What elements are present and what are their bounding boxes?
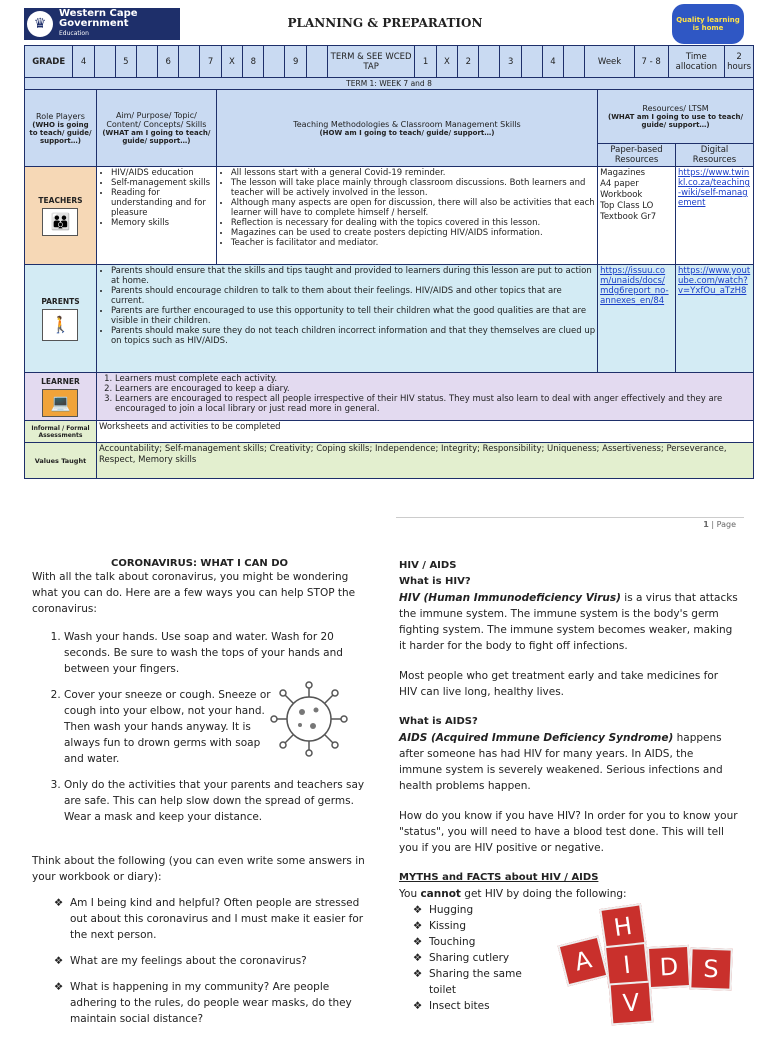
tile-i-vertical: I	[604, 942, 650, 988]
hiv-term: HIV (Human Immunodeficiency Virus)	[399, 592, 621, 604]
list-item: • Magazines can be used to create posters depicting HIV/AIDS information.	[231, 228, 595, 238]
term-mark	[564, 46, 585, 77]
list-item: ❖ Am I being kind and helpful? Often people are stressed out about this coronavirus and I must make it easier for the next person.	[70, 895, 367, 943]
week-label: Week	[585, 46, 635, 77]
hiv-def: is a virus that attacks the immune system. The immune system is the body's germ fighting system. The immune system becomes weaker, making it harder for the body to fight off infections.	[399, 592, 738, 652]
hiv-heading: HIV / AIDS	[399, 560, 457, 571]
logo-line2: Government	[59, 18, 129, 29]
logo-line3: Education	[59, 30, 89, 37]
list-item: 3. Only do the activities that your parents and teachers say are safe. This can help slow down the spread of germs. Wear a mask and keep your distance.	[64, 777, 367, 825]
col-methods: Teaching Methodologies & Classroom Management Skills	[293, 119, 521, 129]
twinkl-link[interactable]: https://www.twinkl.co.za/teaching-wiki/self-management	[678, 168, 750, 208]
grade-label: GRADE	[25, 46, 73, 77]
term-mark	[479, 46, 500, 77]
col-digital: Digital Resources	[676, 144, 754, 167]
col-aim-sub: (WHAT am I going to teach/ guide/ support…)	[102, 129, 211, 145]
myths-list	[399, 902, 539, 1014]
tile-v: V	[609, 981, 654, 1026]
aids-tiles	[522, 900, 754, 1024]
time-value: 2 hours	[727, 51, 752, 72]
grade-mark	[94, 46, 115, 77]
term-cell: 3	[500, 46, 521, 77]
list-item: • Although many aspects are open for discussion, there will also be activities that each learner will have to complete himself / herself.	[231, 198, 595, 218]
list-item: ❖ Insect bites	[429, 998, 539, 1014]
grade-cell: 8	[243, 46, 264, 77]
learner-label: LEARNER	[41, 376, 80, 386]
logo-line1: Western Cape	[59, 8, 138, 19]
hiv-question: What is HIV?	[399, 576, 471, 587]
page-label: | Page	[711, 520, 736, 529]
page-divider	[396, 517, 744, 518]
grade-mark	[137, 46, 158, 77]
term-banner: TERM 1: WEEK 7 and 8	[25, 78, 754, 90]
list-item: ❖ Sharing the same toilet	[429, 966, 539, 998]
youtube-link[interactable]: https://www.youtube.com/watch?v=YxfOu_aTzH8	[678, 266, 751, 296]
list-item: ❖ Touching	[429, 934, 539, 950]
grade-cell: 9	[285, 46, 306, 77]
list-item: • Teacher is facilitator and mediator.	[231, 238, 595, 248]
grade-cell: 6	[158, 46, 179, 77]
grade-mark: X	[221, 46, 242, 77]
week-value: 7 - 8	[634, 46, 668, 77]
quality-badge	[672, 4, 744, 44]
time-label: Time allocation	[668, 46, 725, 77]
grade-cell: 5	[115, 46, 136, 77]
cannot-bold: cannot	[420, 888, 461, 900]
list-item: • Parents are further encouraged to use this opportunity to tell their children what the good qualities are that are visible in their children.	[111, 306, 595, 326]
corona-intro: With all the talk about coronavirus, you might be wondering what you can do. Here are a few ways you can help STOP the coronavirus:	[32, 571, 356, 615]
tile-a: A	[558, 936, 609, 987]
planning-table	[24, 45, 754, 479]
paper-resource: Top Class LO	[600, 201, 654, 211]
list-item: • Self-management skills	[111, 178, 214, 188]
col-role-players-sub: (WHO is going to teach/ guide/ support…)	[29, 120, 92, 145]
values-label: Values Taught	[25, 443, 97, 479]
list-item: • Parents should make sure they do not teach children incorrect information and that they themselves are clued up on topics such as HIV/AIDS.	[111, 326, 595, 346]
col-aim: Aim/ Purpose/ Topic/ Content/ Concepts/ Skills	[106, 111, 207, 129]
parents-list	[99, 266, 595, 346]
learner-list	[99, 374, 751, 414]
list-item: • Memory skills	[111, 218, 214, 228]
teachers-label: TEACHERS	[38, 195, 83, 205]
status-text: How do you know if you have HIV? In order for you to know your "status", you will need to have a blood test done. This will tell you if you are HIV positive or negative.	[399, 810, 738, 854]
list-item: 2. Learners are encouraged to keep a diary.	[115, 384, 751, 394]
badge-text: Quality learning is home	[676, 16, 740, 32]
learner-role	[25, 373, 97, 421]
list-item: • All lessons start with a general Covid-19 reminder.	[231, 168, 595, 178]
parents-label: PARENTS	[41, 296, 80, 306]
grade-mark	[306, 46, 327, 77]
list-item: ❖ What is happening in my community? Are people adhering to the rules, do people wear masks, do they maintain social distance?	[70, 979, 367, 1027]
treatment-text: Most people who get treatment early and take medicines for HIV can live long, healthy lives.	[399, 670, 719, 698]
list-item: • Reading for understanding and for pleasure	[111, 188, 214, 218]
think-questions	[32, 895, 367, 1027]
teachers-role	[25, 167, 97, 265]
parents-role	[25, 265, 97, 373]
col-role-players: Role Players	[36, 111, 85, 121]
list-item: ❖ Kissing	[429, 918, 539, 934]
list-item: • The lesson will take place mainly through classroom discussions. Both learners and teacher will be actively involved in the lesson.	[231, 178, 595, 198]
page-num: 1	[703, 520, 709, 529]
assessment-text: Worksheets and activities to be completed	[96, 421, 753, 443]
col-methods-sub: (HOW am I going to teach/ guide/ support…)	[319, 128, 495, 137]
aids-question: What is AIDS?	[399, 716, 478, 727]
paper-resource: Workbook	[600, 190, 643, 200]
tile-d: D	[647, 945, 691, 989]
cannot-post: get HIV by doing the following:	[460, 888, 627, 900]
list-item: ❖ Sharing cutlery	[429, 950, 539, 966]
page-number	[703, 520, 736, 529]
myths-heading: MYTHS and FACTS about HIV / AIDS	[399, 872, 599, 883]
list-item: ❖ What are my feelings about the coronavirus?	[70, 953, 367, 969]
virus-icon	[268, 680, 350, 758]
list-item: ❖ Hugging	[429, 902, 539, 918]
term-cell: 2	[458, 46, 479, 77]
paper-resource: A4 paper	[600, 179, 639, 189]
values-text: Accountability; Self-management skills; Creativity; Coping skills; Independence; Integrity; Responsibility; Uniqueness; Assertiveness; Perseverance, Respect, Memory skills	[96, 443, 753, 479]
term-mark: X	[436, 46, 457, 77]
aids-def: happens after someone has had HIV for many years. In AIDS, the immune system is severely weakened. Serious infections and health problems happen.	[399, 732, 723, 792]
list-item: 2. Cover your sneeze or cough. Sneeze or cough into your elbow, not your hand. Then wash your hands anyway. It is always fun to drown germs with soap and water.	[64, 687, 276, 767]
teachers-methods	[219, 168, 595, 248]
tile-s: S	[689, 947, 732, 990]
list-item: • Reflection is necessary for dealing with the topics covered in this lesson.	[231, 218, 595, 228]
corona-section	[32, 558, 367, 1037]
grade-cell: 4	[73, 46, 94, 77]
grade-mark	[264, 46, 285, 77]
list-item: • HIV/AIDS education	[111, 168, 214, 178]
think-text: Think about the following (you can even write some answers in your workbook or diary):	[32, 855, 365, 883]
paper-resource: Magazines	[600, 168, 646, 178]
paper-resource: Textbook Gr7	[600, 212, 657, 222]
teachers-aims	[99, 168, 214, 228]
grade-row	[25, 46, 753, 77]
list-item: 1. Learners must complete each activity.	[115, 374, 751, 384]
col-paper: Paper-based Resources	[598, 144, 676, 167]
parent-child-icon: 🚶	[42, 309, 78, 341]
crest-icon: ♛	[27, 11, 53, 37]
issuu-link[interactable]: https://issuu.com/unaids/docs/mdg6report_no-annexes_en/84	[600, 266, 669, 306]
term-cell: 4	[542, 46, 563, 77]
learner-laptop-icon: 💻	[42, 389, 78, 417]
grade-mark	[179, 46, 200, 77]
aids-definition	[399, 730, 739, 794]
assessment-label: Informal / Formal Assessments	[25, 421, 97, 443]
cannot-pre: You	[399, 888, 421, 900]
list-item: • Parents should encourage children to talk to them about their feelings. HIV/AIDS and other topics that are current.	[111, 286, 595, 306]
tile-h: H	[599, 903, 646, 950]
term-label: TERM & SEE WCED TAP	[327, 46, 415, 77]
term-cell: 1	[415, 46, 436, 77]
page-title: PLANNING & PREPARATION	[287, 16, 483, 30]
term-mark	[521, 46, 542, 77]
list-item: 1. Wash your hands. Use soap and water. Wash for 20 seconds. Be sure to wash the tops of your hands and between your fingers.	[64, 629, 367, 677]
teacher-board-icon: 👪	[42, 208, 78, 236]
col-resources: Resources/ LTSM	[642, 104, 709, 113]
list-item: 3. Learners are encouraged to respect all people irrespective of their HIV status. They must also learn to deal with anger effectively and they are encouraged to join a local library or just read more in general.	[115, 394, 751, 414]
corona-title: CORONAVIRUS: WHAT I CAN DO	[110, 558, 289, 569]
wced-logo	[24, 8, 180, 40]
grade-cell: 7	[200, 46, 221, 77]
col-resources-sub: (WHAT am I going to use to teach/ guide/ support…)	[608, 113, 744, 129]
list-item: • Parents should ensure that the skills and tips taught and provided to learners during this lesson are put to action at home.	[111, 266, 595, 286]
hiv-definition	[399, 590, 739, 654]
aids-term: AIDS (Acquired Immune Deficiency Syndrome)	[399, 732, 674, 744]
